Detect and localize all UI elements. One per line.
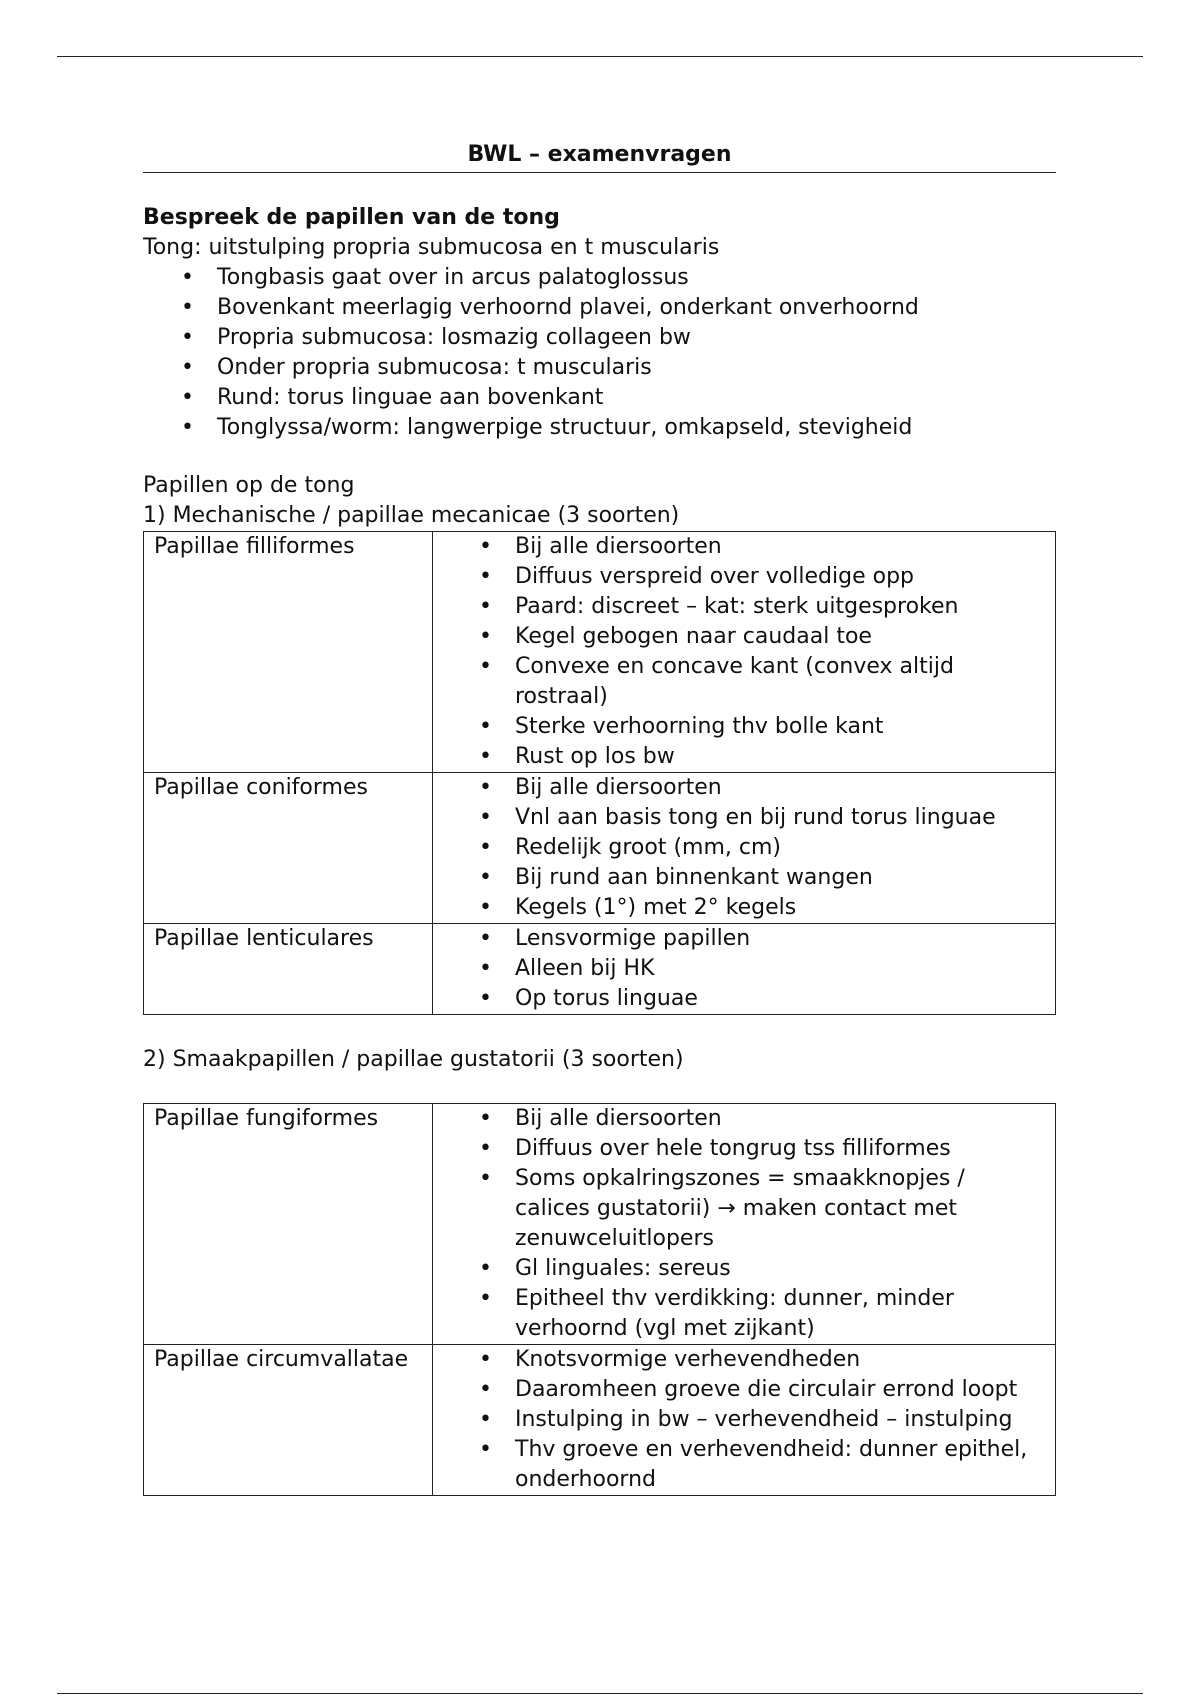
feature-item: • Lensvormige papillen: [515, 924, 1045, 954]
page-top-rule: [57, 56, 1143, 57]
table-row: [144, 924, 1056, 1015]
section-heading: Bespreek de papillen van de tong: [143, 205, 560, 230]
feature-item: • Knotsvormige verhevendheden: [515, 1345, 1045, 1375]
bullet-item: • Onder propria submucosa: t muscularis: [181, 353, 1056, 383]
bullet-item: • Rund: torus linguae aan bovenkant: [181, 383, 1056, 413]
feature-item: • Vnl aan basis tong en bij rund torus linguae: [515, 803, 1045, 833]
feature-item: • Diffuus over hele tongrug tss filliformes: [515, 1134, 1045, 1164]
papilla-feature-list: [433, 1345, 1055, 1495]
feature-item: • Thv groeve en verhevendheid: dunner epithel, onderhoornd: [515, 1435, 1045, 1495]
papillen-heading: Papillen op de tong: [143, 473, 355, 498]
section-intro: Tong: uitstulping propria submucosa en t muscularis: [143, 235, 720, 260]
feature-item: • Bij alle diersoorten: [515, 773, 1045, 803]
feature-item: • Op torus linguae: [515, 984, 1045, 1014]
feature-item: • Instulping in bw – verhevendheid – instulping: [515, 1405, 1045, 1435]
papilla-feature-list: [433, 924, 1055, 1014]
table-row: [144, 1104, 1056, 1345]
table-row: [144, 532, 1056, 773]
feature-item: • Epitheel thv verdikking: dunner, minder verhoornd (vgl met zijkant): [515, 1284, 1045, 1344]
feature-item: • Sterke verhoorning thv bolle kant: [515, 712, 1045, 742]
feature-item: • Gl linguales: sereus: [515, 1254, 1045, 1284]
papilla-feature-list: [433, 773, 1055, 923]
document-body: [143, 140, 1056, 1496]
papilla-name: Papillae circumvallatae: [144, 1345, 433, 1496]
section-bullet-list: [143, 263, 1056, 443]
table-row: [144, 1345, 1056, 1496]
page-bottom-rule: [57, 1693, 1143, 1694]
papilla-feature-list: [433, 1104, 1055, 1344]
feature-item: • Kegels (1°) met 2° kegels: [515, 893, 1045, 923]
feature-item: • Alleen bij HK: [515, 954, 1045, 984]
mechanical-heading: 1) Mechanische / papillae mecanicae (3 soorten): [143, 503, 680, 528]
bullet-item: • Bovenkant meerlagig verhoornd plavei, onderkant onverhoornd: [181, 293, 1056, 323]
papilla-feature-list: [433, 532, 1055, 772]
bullet-item: • Tongbasis gaat over in arcus palatoglossus: [181, 263, 1056, 293]
bullet-item: • Tonglyssa/worm: langwerpige structuur, omkapseld, stevigheid: [181, 413, 1056, 443]
papilla-name: Papillae filliformes: [144, 532, 433, 773]
feature-item: • Daaromheen groeve die circulair errond loopt: [515, 1375, 1045, 1405]
feature-item: • Redelijk groot (mm, cm): [515, 833, 1045, 863]
feature-item: • Bij alle diersoorten: [515, 532, 1045, 562]
feature-item: • Convexe en concave kant (convex altijd rostraal): [515, 652, 1045, 712]
feature-item: • Bij rund aan binnenkant wangen: [515, 863, 1045, 893]
feature-item: • Soms opkalringszones = smaakknopjes / calices gustatorii) → maken contact met zenuwceluitlopers: [515, 1164, 1045, 1254]
feature-item: • Bij alle diersoorten: [515, 1104, 1045, 1134]
bullet-item: • Propria submucosa: losmazig collageen bw: [181, 323, 1056, 353]
feature-item: • Diffuus verspreid over volledige opp: [515, 562, 1045, 592]
feature-item: • Paard: discreet – kat: sterk uitgesproken: [515, 592, 1045, 622]
taste-papillae-table: [143, 1103, 1056, 1496]
document-title: BWL – examenvragen: [143, 140, 1056, 173]
papilla-name: Papillae coniformes: [144, 773, 433, 924]
feature-item: • Kegel gebogen naar caudaal toe: [515, 622, 1045, 652]
table-row: [144, 773, 1056, 924]
papilla-name: Papillae lenticulares: [144, 924, 433, 1015]
mechanical-papillae-table: [143, 531, 1056, 1015]
taste-heading: 2) Smaakpapillen / papillae gustatorii (3 soorten): [143, 1047, 684, 1072]
feature-item: • Rust op los bw: [515, 742, 1045, 772]
papilla-name: Papillae fungiformes: [144, 1104, 433, 1345]
